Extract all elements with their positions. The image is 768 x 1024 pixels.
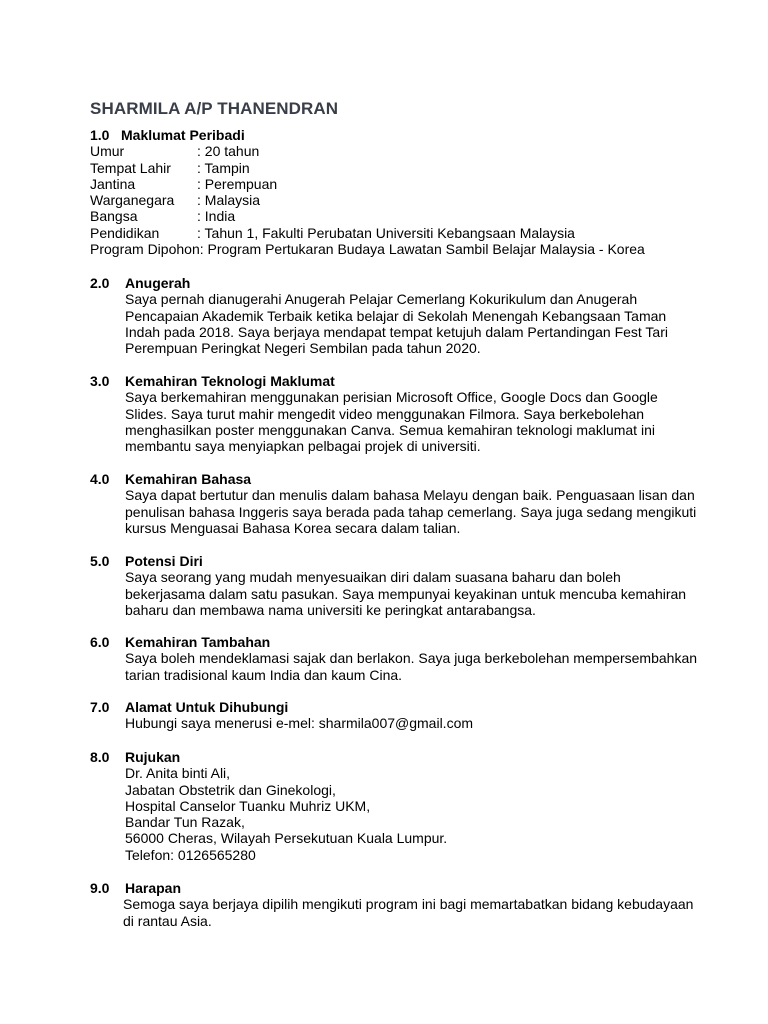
section-language-skills — [90, 471, 696, 536]
info-row-citizenship — [90, 192, 645, 208]
paragraph-line: Slides. Saya turut mahir mengedit video menggunakan Filmora. Saya berkebolehan — [125, 405, 645, 422]
section-number: 2.0 — [90, 275, 110, 291]
reference-line: 56000 Cheras, Wilayah Persekutuan Kuala Lumpur. — [125, 830, 448, 847]
resume-name: SHARMILA A/P THANENDRAN — [90, 99, 339, 118]
paragraph-line: di rantau Asia. — [123, 912, 212, 929]
info-row-education — [90, 225, 645, 241]
section-number: 9.0 — [90, 880, 110, 896]
section-self-potential — [90, 553, 686, 618]
paragraph-line: Saya dapat bertutur dan menulis dalam bahasa Melayu dengan baik. Penguasaan lisan dan — [125, 487, 695, 504]
info-value: : 20 tahun — [197, 143, 260, 160]
paragraph-line: Saya boleh mendeklamasi sajak dan berlakon. Saya juga berkebolehan mempersembahkan — [125, 650, 698, 667]
paragraph-line: penulisan bahasa Inggeris saya berada pada tahap cemerlang. Saya juga sedang mengikuti — [125, 503, 697, 520]
section-title: Maklumat Peribadi — [121, 127, 245, 143]
section-title: Rujukan — [125, 749, 181, 765]
section-title: Kemahiran Bahasa — [125, 471, 252, 487]
section-title: Kemahiran Tambahan — [125, 634, 271, 650]
paragraph-line: tarian tradisional kaum India dan kaum Cina. — [125, 666, 403, 683]
info-value: : India — [197, 208, 236, 225]
section-number: 6.0 — [90, 634, 110, 650]
paragraph-line: Saya berkemahiran menggunakan perisian Microsoft Office, Google Docs dan Google — [125, 389, 658, 406]
section-title: Harapan — [125, 880, 182, 896]
paragraph-line: Saya pernah dianugerahi Anugerah Pelajar Cemerlang Kokurikulum dan Anugerah — [125, 291, 638, 308]
section-heading — [90, 749, 447, 765]
section-number: 7.0 — [90, 699, 110, 715]
section-title: Kemahiran Teknologi Maklumat — [125, 373, 335, 389]
section-hope — [90, 880, 693, 929]
paragraph-line: Indah pada 2018. Saya berjaya mendapat tempat ketujuh dalam Pertandingan Fest Tari — [125, 323, 668, 340]
section-heading — [90, 373, 658, 389]
reference-line: Dr. Anita binti Ali, — [125, 765, 231, 782]
section-heading — [90, 880, 693, 896]
section-contact — [90, 699, 473, 732]
section-heading — [90, 275, 668, 291]
section-additional-skills — [90, 634, 697, 683]
section-number: 5.0 — [90, 553, 110, 569]
section-reference — [90, 749, 447, 863]
section-heading — [90, 127, 645, 143]
section-heading — [90, 471, 696, 487]
paragraph-line: menghasilkan poster menggunakan Canva. Semua kemahiran teknologi maklumat ini — [125, 421, 655, 438]
info-label: Bangsa — [90, 208, 138, 225]
info-row-birthplace — [90, 160, 645, 176]
info-value: : Perempuan — [197, 175, 278, 192]
section-number: 4.0 — [90, 471, 110, 487]
section-number: 8.0 — [90, 749, 110, 765]
info-label: Pendidikan — [90, 224, 160, 241]
section-number: 3.0 — [90, 373, 110, 389]
paragraph-line: membantu saya menyiapkan pelbagai projek di universiti. — [125, 438, 481, 455]
section-number: 1.0 — [90, 127, 110, 143]
section-title: Alamat Untuk Dihubungi — [125, 699, 289, 715]
paragraph-line: Perempuan Peringkat Negeri Sembilan pada tahun 2020. — [125, 340, 481, 357]
paragraph-line: Saya seorang yang mudah menyesuaikan diri dalam suasana baharu dan boleh — [125, 569, 621, 586]
section-it-skills — [90, 373, 658, 454]
info-label: Umur — [90, 143, 125, 160]
paragraph-line: bekerjasama dalam satu pasukan. Saya mempunyai keyakinan untuk mencuba kemahiran — [125, 585, 687, 602]
section-title: Potensi Diri — [125, 553, 203, 569]
reference-line: Hospital Canselor Tuanku Muhriz UKM, — [125, 797, 371, 814]
info-row-age — [90, 143, 645, 159]
info-label: Jantina — [90, 175, 136, 192]
section-awards — [90, 275, 668, 356]
paragraph-line: kursus Menguasai Bahasa Korea secara dalam talian. — [125, 519, 461, 536]
reference-line: Telefon: 0126565280 — [125, 846, 256, 863]
section-personal-info — [90, 127, 645, 257]
paragraph-line: baharu dan membawa nama universiti ke peringkat antarabangsa. — [125, 601, 536, 618]
info-row-race — [90, 208, 645, 224]
contact-email-line: Hubungi saya menerusi e-mel: sharmila007@gmail.com — [125, 715, 474, 732]
info-label: Tempat Lahir — [90, 159, 171, 176]
info-label: Warganegara — [90, 192, 175, 209]
info-value: : Tampin — [197, 159, 250, 176]
info-row-gender — [90, 176, 645, 192]
paragraph-line: Pencapaian Akademik Terbaik ketika belajar di Sekolah Menengah Kebangsaan Taman — [125, 307, 667, 324]
section-heading — [90, 699, 473, 715]
section-heading — [90, 634, 697, 650]
section-heading — [90, 553, 686, 569]
info-value: : Tahun 1, Fakulti Perubatan Universiti Kebangsaan Malaysia — [197, 224, 575, 241]
reference-line: Bandar Tun Razak, — [125, 814, 245, 831]
section-title: Anugerah — [125, 275, 191, 291]
reference-line: Jabatan Obstetrik dan Ginekologi, — [125, 781, 336, 798]
info-row-program: Program Dipohon: Program Pertukaran Budaya Lawatan Sambil Belajar Malaysia - Korea — [90, 241, 645, 258]
paragraph-line: Semoga saya berjaya dipilih mengikuti program ini bagi memartabatkan bidang kebudayaan — [123, 896, 694, 913]
info-value: : Malaysia — [197, 192, 261, 209]
